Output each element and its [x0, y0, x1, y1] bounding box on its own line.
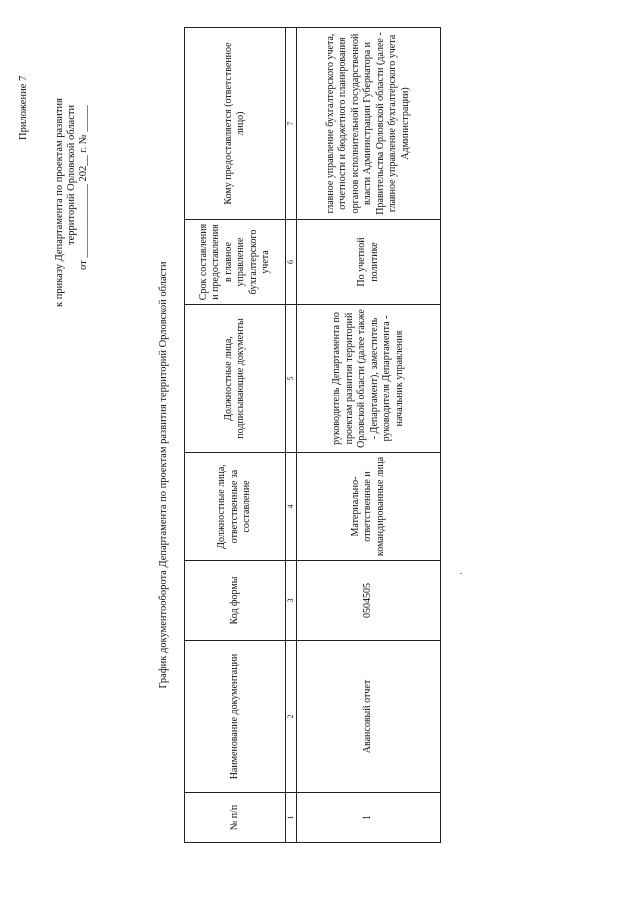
order-reference-line1: к приказу Департамента по проектам развития	[54, 98, 65, 307]
column-number: 7	[286, 28, 297, 220]
header-cell-signers: Должностные лица, подписывающие документы	[185, 305, 286, 453]
recipient: главное управление бухгалтерского учета, отчетности и бюджетного планирования органов исполнительной государственной власти Администрации Губернатора и Правительства Орловской области (далее - главное управление бухгалтерского учета Администрации)	[297, 28, 441, 220]
signing-persons: руководитель Департамента по проектам развития территорий Орловской области (далее также - Департамент), заместитель руководителя Департамента - начальник управления	[297, 305, 441, 453]
header-cell-term: Срок составления и предоставления в главное управление бухгалтерского учета	[185, 220, 286, 305]
column-number: 2	[286, 641, 297, 793]
submission-term: По учетной политике	[297, 220, 441, 305]
header-cell-recipient: Кому предоставляется (ответственное лицо)	[185, 28, 286, 220]
header-cell-form-code: Код формы	[185, 561, 286, 641]
column-number: 4	[286, 453, 297, 561]
appendix-label: Приложение 7	[18, 75, 29, 140]
order-reference-line2: территорий Орловской области	[66, 104, 77, 245]
header-cell-responsible: Должностные лица, ответственные за составление	[185, 453, 286, 561]
column-number: 5	[286, 305, 297, 453]
header-cell-number: № п/п	[185, 793, 286, 843]
document-name: Авансовый отчет	[297, 641, 441, 793]
document-title: График документооборота Департамента по проектам развития территорий Орловской области	[158, 261, 169, 689]
document-flow-table	[184, 27, 441, 843]
header-cell-name: Наименование документации	[185, 641, 286, 793]
column-number: 1	[286, 793, 297, 843]
table-header-row	[185, 28, 286, 843]
order-date-number-line: от ______________ 202__ г. № _____	[78, 105, 89, 270]
column-number-row	[286, 28, 297, 843]
column-number: 6	[286, 220, 297, 305]
form-code: 0504505	[297, 561, 441, 641]
scan-speck	[460, 573, 462, 574]
responsible-persons: Материально-ответственные и командированные лица	[297, 453, 441, 561]
row-number: 1	[297, 793, 441, 843]
table-row	[297, 28, 441, 843]
column-number: 3	[286, 561, 297, 641]
